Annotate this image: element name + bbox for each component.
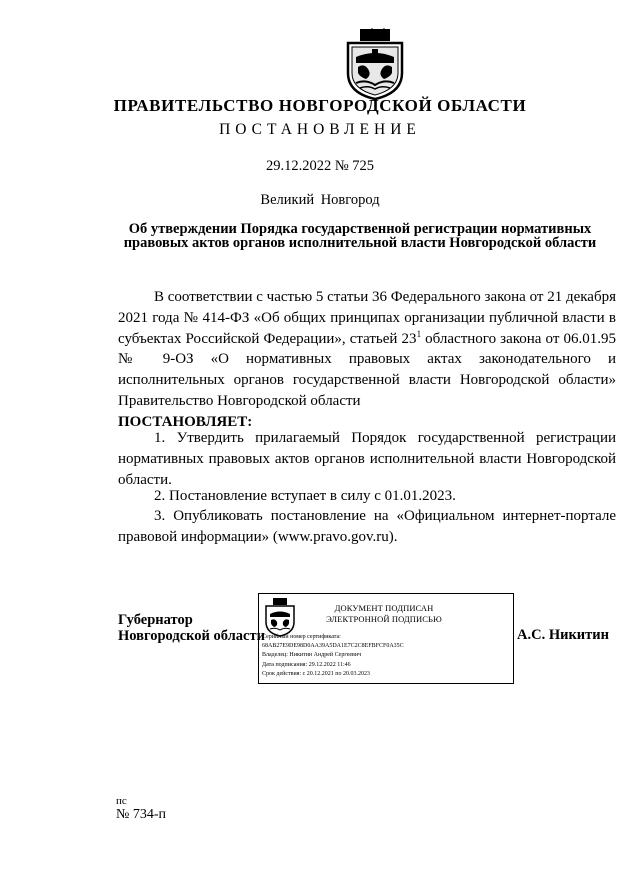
document-subject: Об утверждении Порядка государственной регистрации нормативных правовых актов органов исполнительной власти Новгородской области — [123, 221, 597, 251]
item-2: 2. Постановление вступает в силу с 01.01.2023. — [154, 488, 456, 504]
signing-date: Дата подписания: 29.12.2022 11:46 — [262, 661, 351, 668]
decree-word: ПОСТАНОВЛЯЕТ: — [118, 413, 253, 430]
city: Великий Новгород — [260, 192, 380, 208]
preamble-text-end: областного закона от 06.01.95 № 9-ОЗ «О нормативных правовых актах законодательного и исполнительных органов государственной власти Новгородской области» Правительство Новгородской области — [118, 330, 617, 409]
preamble-superscript: 1 — [416, 328, 422, 339]
electronic-signature-stamp — [258, 593, 514, 684]
stamp-title — [309, 603, 459, 625]
signatory-position — [118, 612, 268, 644]
preamble-text: В соответствии с частью 5 статьи 36 Федерального закона от 21 декабря 2021 года № 414-ФЗ «Об общих принципах организации публичной власти в субъектах Российской Федерации», статьей 23 — [118, 289, 616, 347]
preamble-paragraph — [118, 287, 616, 433]
stamp-title-line-2: ЭЛЕКТРОННОЙ ПОДПИСЬЮ — [326, 614, 442, 624]
date-number: 29.12.2022 № 725 — [265, 158, 375, 174]
novgorod-coat-of-arms-icon — [342, 27, 408, 101]
validity-period: Срок действия: с 20.12.2021 по 20.03.2023 — [262, 670, 370, 677]
signatory-name: А.С. Никитин — [517, 627, 609, 643]
certificate-owner: Владелец: Никитин Андрей Сергеевич — [262, 652, 362, 659]
position-line-2: Новгородской области — [118, 628, 265, 644]
serial-number: 68AB27E9DE98D0AA39A5DA1E7C2C8EFBFCF0A35C — [262, 643, 404, 650]
footer-initials: пс — [116, 795, 127, 807]
serial-label: Серийный номер сертификата: — [262, 634, 341, 640]
document-type: ПОСТАНОВЛЕНИЕ — [219, 121, 421, 138]
stamp-details — [262, 633, 512, 679]
organization-title: ПРАВИТЕЛЬСТВО НОВГОРОДСКОЙ ОБЛАСТИ — [113, 96, 527, 115]
stamp-title-line-1: ДОКУМЕНТ ПОДПИСАН — [334, 603, 434, 613]
coat-of-arms-small-icon — [263, 597, 297, 637]
footer-reference — [116, 794, 166, 822]
footer-number: № 734-п — [116, 807, 167, 822]
position-line-1: Губернатор — [118, 612, 193, 628]
item-3: 3. Опубликовать постановление на «Официальном интернет-портале правовой информации» (www.pravo.gov.ru). — [118, 508, 616, 545]
item-1: 1. Утвердить прилагаемый Порядок государственной регистрации нормативных правовых актов органов исполнительной власти Новгородской области. — [118, 430, 616, 488]
